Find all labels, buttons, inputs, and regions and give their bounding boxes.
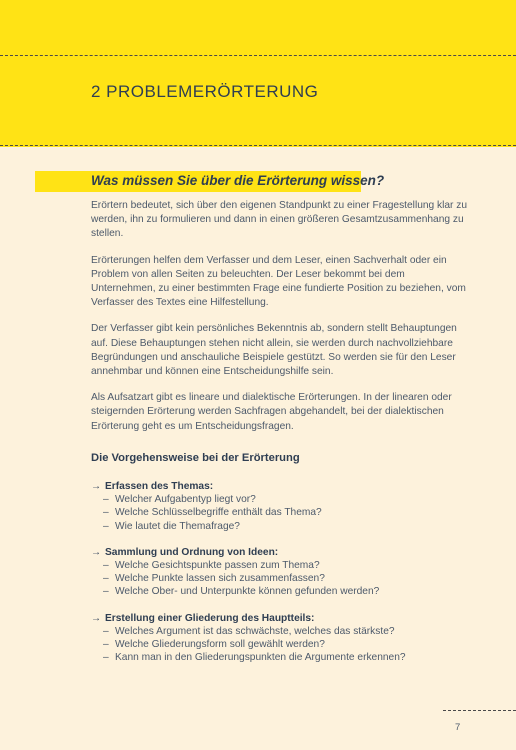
header-bottom-dashed-rule bbox=[0, 145, 516, 146]
dash-bullet: – bbox=[103, 507, 109, 519]
procedure-steps bbox=[91, 480, 491, 677]
header-band bbox=[0, 0, 516, 147]
paragraph-1: Erörtern bedeutet, sich über den eigenen Standpunkt zu einer Fragestellung klar zu werden, ihn zu formulieren und dann in einen größeren Gesamtzusammenhang zu stellen. bbox=[91, 200, 468, 240]
question-item: – Welche Gesichtspunkte passen zum Thema? bbox=[103, 560, 320, 572]
question-item: – Welches Argument ist das schwächste, welches das stärkste? bbox=[103, 625, 395, 637]
footer-dashed-rule bbox=[443, 710, 516, 711]
paragraph-3: Der Verfasser gibt kein persönliches Bekenntnis ab, sondern stellt Behauptungen auf. Diese Behauptungen stehen nicht allein, sie werden durch nachvollziehbare Begründungen und anschauliche Beispiele gestützt. So werden sie für den Leser annehmbar und können eine Entscheidungshilfe sein. bbox=[91, 323, 457, 378]
question-item: – Wie lautet die Themafrage? bbox=[103, 520, 240, 532]
procedure-step bbox=[91, 612, 491, 665]
question-item: – Welcher Aufgabentyp liegt vor? bbox=[103, 494, 256, 506]
question-item: – Welche Gliederungsform soll gewählt werden? bbox=[103, 639, 325, 651]
question-item: – Welche Punkte lassen sich zusammenfassen? bbox=[103, 573, 325, 585]
arrow-right-icon: → bbox=[91, 481, 102, 492]
procedure-step bbox=[91, 480, 491, 533]
dash-bullet: – bbox=[103, 625, 109, 637]
header-top-dashed-rule bbox=[0, 55, 516, 56]
dash-bullet: – bbox=[103, 639, 109, 651]
question-item: – Welche Schlüsselbegriffe enthält das Thema? bbox=[103, 507, 322, 519]
body-text bbox=[91, 199, 471, 446]
dash-bullet: – bbox=[103, 652, 109, 664]
dash-bullet: – bbox=[103, 494, 109, 506]
dash-bullet: – bbox=[103, 573, 109, 585]
question-item: – Welche Ober- und Unterpunkte können gefunden werden? bbox=[103, 586, 380, 598]
page-number: 7 bbox=[455, 722, 461, 733]
section-heading: Was müssen Sie über die Erörterung wissen? bbox=[91, 173, 385, 188]
step-label: Erstellung einer Gliederung des Hauptteils: bbox=[105, 612, 315, 624]
arrow-right-icon: → bbox=[91, 612, 102, 624]
step-label: Sammlung und Ordnung von Ideen: bbox=[105, 546, 279, 558]
step-label: Erfassen des Themas: bbox=[105, 481, 214, 492]
chapter-title: 2 PROBLEMERÖRTERUNG bbox=[91, 82, 319, 101]
arrow-right-icon: → bbox=[91, 546, 102, 558]
paragraph-2: Erörterungen helfen dem Verfasser und dem Leser, einen Sachverhalt oder ein Problem von allen Seiten zu beleuchten. Der Leser bekommt bei dem Unternehmen, zu einer bestimmten Frage eine fundierte Position zu beziehen, vom Verfasser des Textes eine Hilfestellung. bbox=[91, 254, 466, 309]
dash-bullet: – bbox=[103, 586, 109, 598]
procedure-title: Die Vorgehensweise bei der Erörterung bbox=[91, 452, 300, 464]
dash-bullet: – bbox=[103, 560, 109, 572]
procedure-step bbox=[91, 546, 491, 599]
question-item: – Kann man in den Gliederungspunkten die Argumente erkennen? bbox=[103, 652, 406, 664]
dash-bullet: – bbox=[103, 520, 109, 532]
paragraph-4: Als Aufsatzart gibt es lineare und dialektische Erörterungen. In der linearen oder steigernden Erörterung werden Sachfragen abgehandelt, bei der dialektischen Erörterung geht es um Entscheidungsfragen. bbox=[91, 392, 452, 432]
